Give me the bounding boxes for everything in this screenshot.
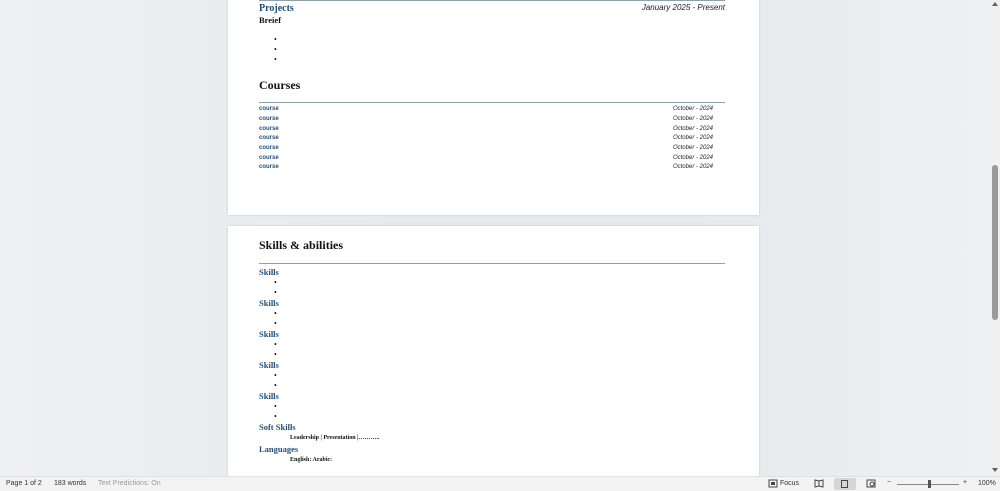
course-date: October - 2024	[672, 135, 713, 141]
list-bullet: •	[274, 55, 277, 64]
page-count[interactable]: Page 1 of 2	[6, 480, 42, 487]
list-bullet: •	[274, 371, 277, 380]
web-layout-icon[interactable]	[866, 479, 876, 488]
list-bullet: •	[274, 340, 277, 349]
course-name: course	[259, 106, 279, 112]
focus-icon[interactable]	[768, 479, 778, 488]
course-date: October - 2024	[672, 155, 713, 161]
list-bullet: •	[274, 288, 277, 297]
zoom-out-button[interactable]: −	[887, 479, 892, 486]
course-date: October - 2024	[672, 116, 713, 122]
list-bullet: •	[274, 412, 277, 421]
list-bullet: •	[274, 319, 277, 328]
list-bullet: •	[274, 402, 277, 411]
word-count[interactable]: 183 words	[54, 480, 87, 487]
list-bullet: •	[274, 309, 277, 318]
zoom-in-button[interactable]: +	[963, 479, 968, 486]
status-bar	[0, 476, 1000, 491]
skills-label: Skills	[259, 391, 279, 401]
list-bullet: •	[274, 45, 277, 54]
scroll-up-icon[interactable]	[992, 2, 998, 6]
course-date: October - 2024	[672, 106, 713, 112]
read-mode-icon[interactable]	[814, 479, 824, 488]
document-page-2[interactable]	[228, 226, 759, 476]
skills-label: Skills	[259, 298, 279, 308]
soft-skills-text: Leadership | Presentation |………..	[290, 435, 380, 441]
project-brief: Breief	[259, 15, 282, 25]
scrollbar-thumb[interactable]	[992, 165, 998, 320]
section-rule	[259, 263, 725, 264]
list-bullet: •	[274, 278, 277, 287]
section-rule	[259, 0, 725, 1]
focus-button[interactable]: Focus	[780, 480, 800, 487]
scroll-down-icon[interactable]	[992, 468, 998, 472]
list-bullet: •	[274, 381, 277, 390]
project-date: January 2025 - Present	[641, 3, 725, 12]
print-layout-icon	[841, 480, 848, 488]
course-date: October - 2024	[672, 145, 713, 151]
languages-label: Languages	[259, 444, 299, 454]
text-predictions-status[interactable]: Text Predictions: On	[98, 480, 161, 487]
skills-heading: Skills & abilities	[259, 238, 344, 252]
document-page-1[interactable]	[228, 0, 759, 215]
course-name: course	[259, 126, 279, 132]
courses-heading: Courses	[259, 78, 301, 92]
list-bullet: •	[274, 350, 277, 359]
languages-text: English: Arabic:	[290, 457, 333, 463]
course-name: course	[259, 135, 279, 141]
print-layout-button[interactable]	[834, 478, 856, 490]
skills-label: Skills	[259, 267, 279, 277]
soft-skills-label: Soft Skills	[259, 422, 296, 432]
project-title: Projects	[259, 3, 294, 14]
zoom-level[interactable]: 100%	[978, 480, 996, 487]
course-date: October - 2024	[672, 164, 713, 170]
skills-label: Skills	[259, 329, 279, 339]
course-name: course	[259, 116, 279, 122]
zoom-slider-thumb[interactable]	[928, 480, 931, 488]
section-rule	[259, 102, 725, 103]
vertical-scrollbar[interactable]	[990, 0, 1000, 476]
course-date: October - 2024	[672, 126, 713, 132]
list-bullet: •	[274, 35, 277, 44]
course-name: course	[259, 155, 279, 161]
course-name: course	[259, 164, 279, 170]
course-name: course	[259, 145, 279, 151]
skills-label: Skills	[259, 360, 279, 370]
